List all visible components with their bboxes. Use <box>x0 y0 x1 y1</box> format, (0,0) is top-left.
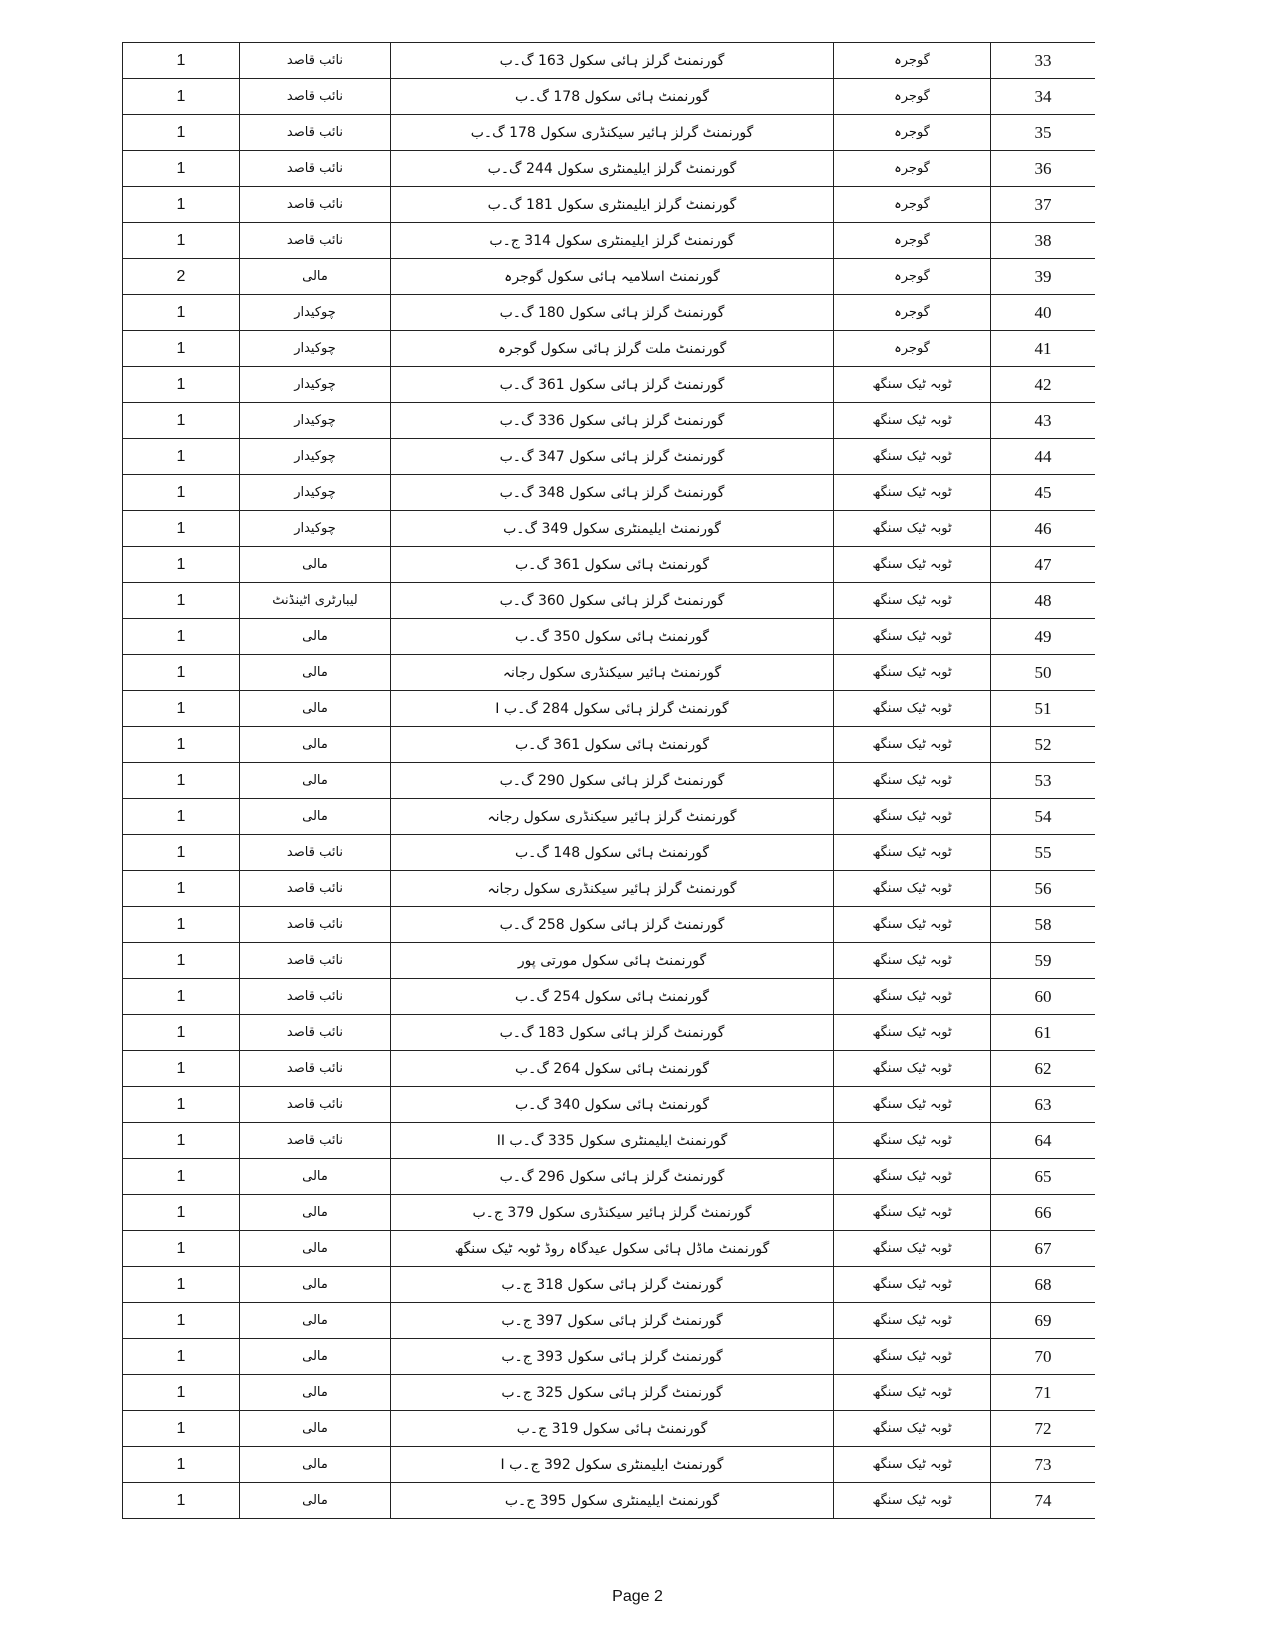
vacancy-count-cell: 1 <box>123 1483 240 1519</box>
serial-number-cell: 42 <box>991 367 1096 403</box>
post-name-cell: نائب قاصد <box>240 871 391 907</box>
school-name-cell: گورنمنٹ ہائی سکول 361 گ۔ب <box>391 727 834 763</box>
serial-number-cell: 55 <box>991 835 1096 871</box>
post-name-cell: مالی <box>240 1303 391 1339</box>
serial-number-cell: 74 <box>991 1483 1096 1519</box>
school-name-cell: گورنمنٹ ہائی سکول 148 گ۔ب <box>391 835 834 871</box>
post-name-cell: نائب قاصد <box>240 835 391 871</box>
tehsil-cell: ٹوبہ ٹیک سنگھ <box>834 1303 991 1339</box>
page-number: Page 2 <box>612 1588 663 1605</box>
post-name-cell: مالی <box>240 259 391 295</box>
table-row <box>123 727 1096 763</box>
post-name-cell: چوکیدار <box>240 403 391 439</box>
table-row <box>123 583 1096 619</box>
serial-number-cell: 41 <box>991 331 1096 367</box>
school-name-cell: گورنمنٹ گرلز ہائی سکول 180 گ۔ب <box>391 295 834 331</box>
table-row <box>123 79 1096 115</box>
serial-number-cell: 53 <box>991 763 1096 799</box>
tehsil-cell: ٹوبہ ٹیک سنگھ <box>834 799 991 835</box>
school-name-cell: گورنمنٹ گرلز ہائیر سیکنڈری سکول 379 ج۔ب <box>391 1195 834 1231</box>
school-name-cell: گورنمنٹ گرلز ہائیر سیکنڈری سکول 178 گ۔ب <box>391 115 834 151</box>
serial-number-cell: 66 <box>991 1195 1096 1231</box>
serial-number-cell: 56 <box>991 871 1096 907</box>
school-name-cell: گورنمنٹ ہائیر سیکنڈری سکول رجانہ <box>391 655 834 691</box>
school-name-cell: گورنمنٹ گرلز ہائی سکول 336 گ۔ب <box>391 403 834 439</box>
school-name-cell: گورنمنٹ گرلز ایلیمنٹری سکول 314 ج۔ب <box>391 223 834 259</box>
school-name-cell: گورنمنٹ گرلز ہائی سکول 284 گ۔ب I <box>391 691 834 727</box>
tehsil-cell: ٹوبہ ٹیک سنگھ <box>834 1015 991 1051</box>
post-name-cell: نائب قاصد <box>240 1087 391 1123</box>
table-row <box>123 43 1096 79</box>
table-row <box>123 1159 1096 1195</box>
post-name-cell: مالی <box>240 547 391 583</box>
tehsil-cell: ٹوبہ ٹیک سنگھ <box>834 727 991 763</box>
tehsil-cell: گوجرہ <box>834 79 991 115</box>
post-name-cell: مالی <box>240 1159 391 1195</box>
vacancy-count-cell: 1 <box>123 43 240 79</box>
serial-number-cell: 35 <box>991 115 1096 151</box>
serial-number-cell: 73 <box>991 1447 1096 1483</box>
school-name-cell: گورنمنٹ گرلز ہائی سکول 183 گ۔ب <box>391 1015 834 1051</box>
tehsil-cell: ٹوبہ ٹیک سنگھ <box>834 1483 991 1519</box>
post-name-cell: نائب قاصد <box>240 943 391 979</box>
tehsil-cell: گوجرہ <box>834 223 991 259</box>
serial-number-cell: 39 <box>991 259 1096 295</box>
serial-number-cell: 60 <box>991 979 1096 1015</box>
vacancy-count-cell: 1 <box>123 1303 240 1339</box>
serial-number-cell: 48 <box>991 583 1096 619</box>
vacancy-count-cell: 1 <box>123 907 240 943</box>
vacancy-count-cell: 1 <box>123 367 240 403</box>
vacancy-count-cell: 1 <box>123 871 240 907</box>
serial-number-cell: 52 <box>991 727 1096 763</box>
tehsil-cell: ٹوبہ ٹیک سنگھ <box>834 1051 991 1087</box>
school-name-cell: گورنمنٹ گرلز ہائی سکول 347 گ۔ب <box>391 439 834 475</box>
table-row <box>123 475 1096 511</box>
serial-number-cell: 49 <box>991 619 1096 655</box>
vacancy-count-cell: 1 <box>123 187 240 223</box>
table-row <box>123 835 1096 871</box>
post-name-cell: نائب قاصد <box>240 79 391 115</box>
serial-number-cell: 61 <box>991 1015 1096 1051</box>
post-name-cell: مالی <box>240 691 391 727</box>
table-row <box>123 187 1096 223</box>
serial-number-cell: 62 <box>991 1051 1096 1087</box>
vacancy-count-cell: 1 <box>123 1339 240 1375</box>
post-name-cell: مالی <box>240 1231 391 1267</box>
table-row <box>123 1015 1096 1051</box>
vacancy-count-cell: 1 <box>123 1195 240 1231</box>
serial-number-cell: 59 <box>991 943 1096 979</box>
serial-number-cell: 33 <box>991 43 1096 79</box>
vacancy-count-cell: 1 <box>123 1447 240 1483</box>
vacancy-count-cell: 1 <box>123 223 240 259</box>
tehsil-cell: ٹوبہ ٹیک سنگھ <box>834 403 991 439</box>
post-name-cell: نائب قاصد <box>240 1123 391 1159</box>
vacancy-count-cell: 1 <box>123 727 240 763</box>
school-name-cell: گورنمنٹ گرلز ہائی سکول 296 گ۔ب <box>391 1159 834 1195</box>
school-name-cell: گورنمنٹ گرلز ہائی سکول 258 گ۔ب <box>391 907 834 943</box>
table-row <box>123 1447 1096 1483</box>
school-name-cell: گورنمنٹ گرلز ہائی سکول 361 گ۔ب <box>391 367 834 403</box>
post-name-cell: نائب قاصد <box>240 1051 391 1087</box>
tehsil-cell: ٹوبہ ٹیک سنگھ <box>834 979 991 1015</box>
serial-number-cell: 68 <box>991 1267 1096 1303</box>
table-row <box>123 655 1096 691</box>
tehsil-cell: گوجرہ <box>834 43 991 79</box>
post-name-cell: مالی <box>240 1375 391 1411</box>
tehsil-cell: ٹوبہ ٹیک سنگھ <box>834 907 991 943</box>
school-name-cell: گورنمنٹ ملت گرلز ہائی سکول گوجرہ <box>391 331 834 367</box>
serial-number-cell: 34 <box>991 79 1096 115</box>
table-row <box>123 259 1096 295</box>
table-row <box>123 943 1096 979</box>
tehsil-cell: ٹوبہ ٹیک سنگھ <box>834 655 991 691</box>
post-name-cell: چوکیدار <box>240 475 391 511</box>
table-row <box>123 1231 1096 1267</box>
tehsil-cell: ٹوبہ ٹیک سنگھ <box>834 475 991 511</box>
vacancy-count-cell: 1 <box>123 331 240 367</box>
post-name-cell: مالی <box>240 763 391 799</box>
serial-number-cell: 70 <box>991 1339 1096 1375</box>
tehsil-cell: گوجرہ <box>834 259 991 295</box>
post-name-cell: نائب قاصد <box>240 187 391 223</box>
vacancy-count-cell: 1 <box>123 439 240 475</box>
vacancy-count-cell: 1 <box>123 583 240 619</box>
post-name-cell: چوکیدار <box>240 367 391 403</box>
serial-number-cell: 37 <box>991 187 1096 223</box>
school-name-cell: گورنمنٹ اسلامیہ ہائی سکول گوجرہ <box>391 259 834 295</box>
tehsil-cell: ٹوبہ ٹیک سنگھ <box>834 1123 991 1159</box>
table-row <box>123 1051 1096 1087</box>
school-name-cell: گورنمنٹ گرلز ہائیر سیکنڈری سکول رجانہ <box>391 871 834 907</box>
tehsil-cell: ٹوبہ ٹیک سنگھ <box>834 1339 991 1375</box>
post-name-cell: چوکیدار <box>240 331 391 367</box>
post-name-cell: نائب قاصد <box>240 151 391 187</box>
tehsil-cell: گوجرہ <box>834 187 991 223</box>
vacancy-count-cell: 1 <box>123 619 240 655</box>
table-row <box>123 295 1096 331</box>
tehsil-cell: گوجرہ <box>834 331 991 367</box>
post-name-cell: نائب قاصد <box>240 115 391 151</box>
post-name-cell: چوکیدار <box>240 439 391 475</box>
vacancy-count-cell: 1 <box>123 511 240 547</box>
vacancy-count-cell: 1 <box>123 1267 240 1303</box>
vacancy-count-cell: 1 <box>123 1123 240 1159</box>
serial-number-cell: 63 <box>991 1087 1096 1123</box>
tehsil-cell: ٹوبہ ٹیک سنگھ <box>834 367 991 403</box>
school-name-cell: گورنمنٹ گرلز ہائی سکول 163 گ۔ب <box>391 43 834 79</box>
post-name-cell: نائب قاصد <box>240 907 391 943</box>
school-name-cell: گورنمنٹ ماڈل ہائی سکول عیدگاہ روڈ ٹوبہ ٹیک سنگھ <box>391 1231 834 1267</box>
post-name-cell: چوکیدار <box>240 295 391 331</box>
post-name-cell: نائب قاصد <box>240 223 391 259</box>
table-row <box>123 403 1096 439</box>
vacancy-count-cell: 1 <box>123 151 240 187</box>
table-row <box>123 871 1096 907</box>
vacancy-count-cell: 1 <box>123 1411 240 1447</box>
tehsil-cell: ٹوبہ ٹیک سنگھ <box>834 691 991 727</box>
serial-number-cell: 43 <box>991 403 1096 439</box>
school-name-cell: گورنمنٹ ہائی سکول 264 گ۔ب <box>391 1051 834 1087</box>
school-name-cell: گورنمنٹ ایلیمنٹری سکول 392 ج۔ب I <box>391 1447 834 1483</box>
table-row <box>123 151 1096 187</box>
table-row <box>123 799 1096 835</box>
tehsil-cell: ٹوبہ ٹیک سنگھ <box>834 835 991 871</box>
table-row <box>123 439 1096 475</box>
table-row <box>123 1267 1096 1303</box>
table-row <box>123 547 1096 583</box>
tehsil-cell: ٹوبہ ٹیک سنگھ <box>834 871 991 907</box>
vacancy-count-cell: 1 <box>123 835 240 871</box>
school-name-cell: گورنمنٹ ایلیمنٹری سکول 395 ج۔ب <box>391 1483 834 1519</box>
tehsil-cell: ٹوبہ ٹیک سنگھ <box>834 1159 991 1195</box>
tehsil-cell: ٹوبہ ٹیک سنگھ <box>834 763 991 799</box>
tehsil-cell: ٹوبہ ٹیک سنگھ <box>834 1375 991 1411</box>
school-name-cell: گورنمنٹ گرلز ہائیر سیکنڈری سکول رجانہ <box>391 799 834 835</box>
serial-number-cell: 65 <box>991 1159 1096 1195</box>
vacancy-count-cell: 1 <box>123 295 240 331</box>
tehsil-cell: ٹوبہ ٹیک سنگھ <box>834 1267 991 1303</box>
vacancy-count-cell: 1 <box>123 799 240 835</box>
serial-number-cell: 69 <box>991 1303 1096 1339</box>
table-row <box>123 367 1096 403</box>
tehsil-cell: ٹوبہ ٹیک سنگھ <box>834 1087 991 1123</box>
school-name-cell: گورنمنٹ ہائی سکول 178 گ۔ب <box>391 79 834 115</box>
serial-number-cell: 58 <box>991 907 1096 943</box>
table-row <box>123 619 1096 655</box>
school-name-cell: گورنمنٹ گرلز ہائی سکول 325 ج۔ب <box>391 1375 834 1411</box>
post-name-cell: مالی <box>240 1483 391 1519</box>
post-name-cell: لیبارٹری اٹینڈنٹ <box>240 583 391 619</box>
vacancy-count-cell: 1 <box>123 79 240 115</box>
serial-number-cell: 36 <box>991 151 1096 187</box>
school-name-cell: گورنمنٹ گرلز ہائی سکول 290 گ۔ب <box>391 763 834 799</box>
school-name-cell: گورنمنٹ ہائی سکول 340 گ۔ب <box>391 1087 834 1123</box>
vacancy-table <box>122 42 1095 1519</box>
post-name-cell: مالی <box>240 1267 391 1303</box>
serial-number-cell: 45 <box>991 475 1096 511</box>
serial-number-cell: 64 <box>991 1123 1096 1159</box>
school-name-cell: گورنمنٹ ہائی سکول مورتی پور <box>391 943 834 979</box>
serial-number-cell: 46 <box>991 511 1096 547</box>
table-row <box>123 1123 1096 1159</box>
post-name-cell: مالی <box>240 727 391 763</box>
serial-number-cell: 44 <box>991 439 1096 475</box>
tehsil-cell: ٹوبہ ٹیک سنگھ <box>834 547 991 583</box>
vacancy-count-cell: 1 <box>123 475 240 511</box>
tehsil-cell: ٹوبہ ٹیک سنگھ <box>834 1231 991 1267</box>
tehsil-cell: ٹوبہ ٹیک سنگھ <box>834 619 991 655</box>
table-row <box>123 1411 1096 1447</box>
table-row <box>123 979 1096 1015</box>
vacancy-count-cell: 1 <box>123 547 240 583</box>
post-name-cell: نائب قاصد <box>240 1015 391 1051</box>
school-name-cell: گورنمنٹ ہائی سکول 361 گ۔ب <box>391 547 834 583</box>
tehsil-cell: گوجرہ <box>834 151 991 187</box>
vacancy-count-cell: 1 <box>123 1015 240 1051</box>
post-name-cell: مالی <box>240 655 391 691</box>
table-row <box>123 907 1096 943</box>
vacancy-count-cell: 1 <box>123 1375 240 1411</box>
vacancy-count-cell: 1 <box>123 403 240 439</box>
serial-number-cell: 50 <box>991 655 1096 691</box>
tehsil-cell: ٹوبہ ٹیک سنگھ <box>834 511 991 547</box>
serial-number-cell: 67 <box>991 1231 1096 1267</box>
tehsil-cell: ٹوبہ ٹیک سنگھ <box>834 1411 991 1447</box>
table-row <box>123 1195 1096 1231</box>
vacancy-count-cell: 1 <box>123 1087 240 1123</box>
table-row <box>123 1303 1096 1339</box>
vacancy-count-cell: 1 <box>123 691 240 727</box>
serial-number-cell: 40 <box>991 295 1096 331</box>
table-body <box>123 43 1096 1519</box>
school-name-cell: گورنمنٹ ایلیمنٹری سکول 335 گ۔ب II <box>391 1123 834 1159</box>
vacancy-count-cell: 1 <box>123 763 240 799</box>
post-name-cell: مالی <box>240 1411 391 1447</box>
tehsil-cell: ٹوبہ ٹیک سنگھ <box>834 943 991 979</box>
post-name-cell: مالی <box>240 799 391 835</box>
table-row <box>123 763 1096 799</box>
table-row <box>123 115 1096 151</box>
vacancy-count-cell: 1 <box>123 1051 240 1087</box>
post-name-cell: نائب قاصد <box>240 43 391 79</box>
table-row <box>123 1087 1096 1123</box>
vacancy-count-cell: 1 <box>123 1231 240 1267</box>
vacancy-count-cell: 1 <box>123 1159 240 1195</box>
vacancy-count-cell: 1 <box>123 943 240 979</box>
serial-number-cell: 72 <box>991 1411 1096 1447</box>
tehsil-cell: گوجرہ <box>834 115 991 151</box>
vacancy-count-cell: 2 <box>123 259 240 295</box>
serial-number-cell: 47 <box>991 547 1096 583</box>
tehsil-cell: ٹوبہ ٹیک سنگھ <box>834 1195 991 1231</box>
post-name-cell: چوکیدار <box>240 511 391 547</box>
post-name-cell: مالی <box>240 619 391 655</box>
serial-number-cell: 38 <box>991 223 1096 259</box>
serial-number-cell: 54 <box>991 799 1096 835</box>
school-name-cell: گورنمنٹ گرلز ایلیمنٹری سکول 244 گ۔ب <box>391 151 834 187</box>
tehsil-cell: ٹوبہ ٹیک سنگھ <box>834 1447 991 1483</box>
table-row <box>123 1375 1096 1411</box>
post-name-cell: مالی <box>240 1195 391 1231</box>
school-name-cell: گورنمنٹ ایلیمنٹری سکول 349 گ۔ب <box>391 511 834 547</box>
school-name-cell: گورنمنٹ گرلز ہائی سکول 393 ج۔ب <box>391 1339 834 1375</box>
school-name-cell: گورنمنٹ ہائی سکول 319 ج۔ب <box>391 1411 834 1447</box>
vacancy-count-cell: 1 <box>123 979 240 1015</box>
tehsil-cell: گوجرہ <box>834 295 991 331</box>
vacancy-count-cell: 1 <box>123 115 240 151</box>
post-name-cell: مالی <box>240 1339 391 1375</box>
table-row <box>123 691 1096 727</box>
school-name-cell: گورنمنٹ گرلز ہائی سکول 360 گ۔ب <box>391 583 834 619</box>
school-name-cell: گورنمنٹ گرلز ہائی سکول 348 گ۔ب <box>391 475 834 511</box>
table-row <box>123 1339 1096 1375</box>
table-row <box>123 331 1096 367</box>
school-name-cell: گورنمنٹ ہائی سکول 254 گ۔ب <box>391 979 834 1015</box>
tehsil-cell: ٹوبہ ٹیک سنگھ <box>834 583 991 619</box>
post-name-cell: مالی <box>240 1447 391 1483</box>
school-name-cell: گورنمنٹ گرلز ہائی سکول 318 ج۔ب <box>391 1267 834 1303</box>
school-name-cell: گورنمنٹ گرلز ہائی سکول 397 ج۔ب <box>391 1303 834 1339</box>
serial-number-cell: 51 <box>991 691 1096 727</box>
table-row <box>123 223 1096 259</box>
table-row <box>123 511 1096 547</box>
post-name-cell: نائب قاصد <box>240 979 391 1015</box>
tehsil-cell: ٹوبہ ٹیک سنگھ <box>834 439 991 475</box>
school-name-cell: گورنمنٹ ہائی سکول 350 گ۔ب <box>391 619 834 655</box>
serial-number-cell: 71 <box>991 1375 1096 1411</box>
table-row <box>123 1483 1096 1519</box>
vacancy-count-cell: 1 <box>123 655 240 691</box>
school-name-cell: گورنمنٹ گرلز ایلیمنٹری سکول 181 گ۔ب <box>391 187 834 223</box>
